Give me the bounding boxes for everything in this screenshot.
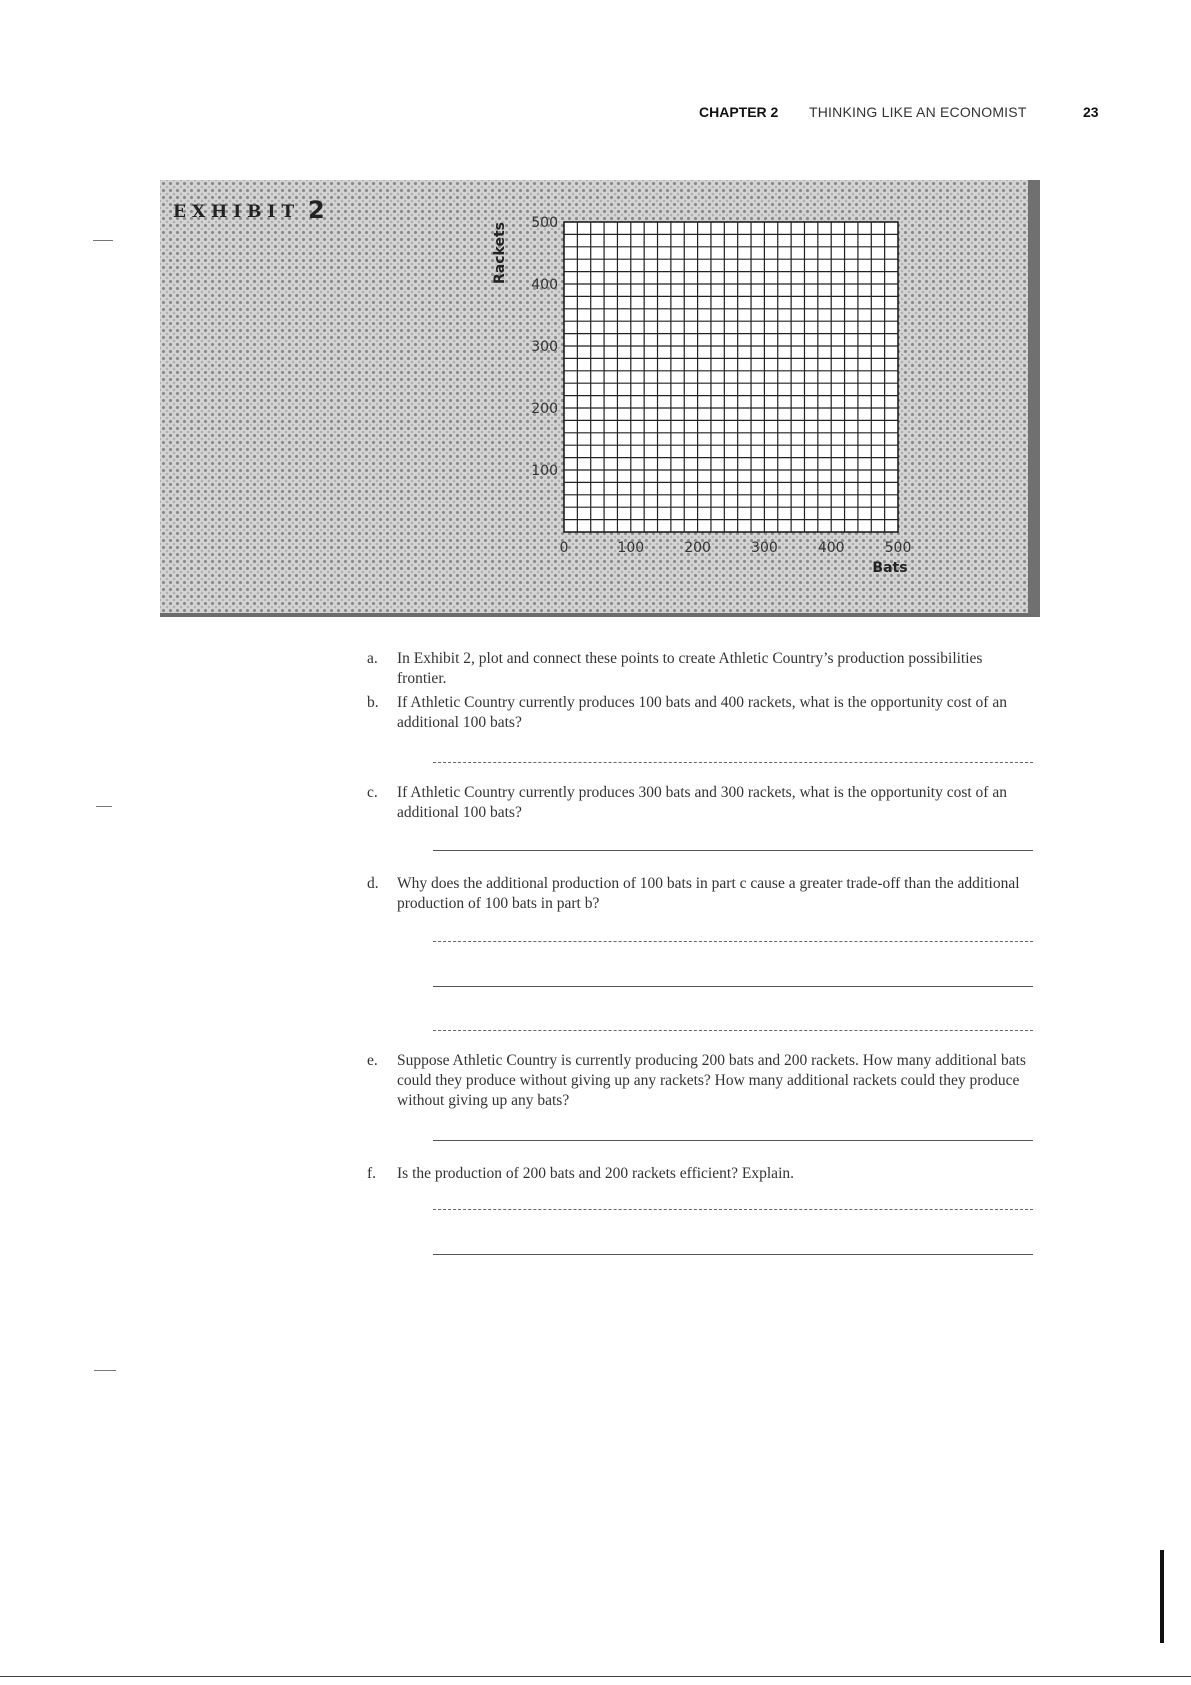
y-tick-label: 300 (531, 339, 558, 355)
y-tick-label: 200 (531, 401, 558, 417)
question-text: If Athletic Country currently produces 300 bats and 300 rackets, what is the opportunity cost of an additional 100 bats? (397, 784, 1007, 821)
question-letter: e. (367, 1052, 378, 1069)
question-f (367, 1164, 1027, 1184)
question-text: Is the production of 200 bats and 200 rackets efficient? Explain. (397, 1165, 794, 1182)
question-text: If Athletic Country currently produces 100 bats and 400 rackets, what is the opportunity cost of an additional 100 bats? (397, 694, 1007, 731)
y-tick-label: 400 (531, 277, 558, 293)
x-tick-label: 500 (884, 540, 912, 556)
chapter-label: CHAPTER 2 (699, 104, 779, 120)
page-header (0, 104, 1191, 128)
question-a (367, 649, 1027, 689)
question-letter: a. (367, 650, 378, 667)
question-letter: f. (367, 1165, 377, 1182)
answer-line[interactable] (433, 850, 1033, 851)
question-c (367, 783, 1027, 823)
page-number: 23 (1083, 104, 1099, 120)
x-axis-label: Bats (872, 560, 908, 576)
question-e (367, 1051, 1027, 1111)
answer-line[interactable] (433, 1140, 1033, 1141)
x-tick-label: 100 (617, 540, 645, 556)
x-tick-label: 0 (559, 540, 569, 556)
question-text: In Exhibit 2, plot and connect these points to create Athletic Country’s production possibilities frontier. (397, 650, 983, 687)
x-tick-label: 300 (751, 540, 778, 556)
scan-bar (1160, 1550, 1164, 1643)
exhibit-number: 2 (308, 196, 325, 224)
y-tick-label: 100 (531, 463, 558, 479)
question-letter: b. (367, 694, 379, 711)
answer-line[interactable] (433, 1254, 1033, 1255)
exhibit-label: EXHIBIT (173, 202, 301, 222)
chapter-title: THINKING LIKE AN ECONOMIST (809, 104, 1027, 120)
exhibit-panel (160, 180, 1040, 617)
question-d (367, 874, 1027, 914)
question-text: Suppose Athletic Country is currently producing 200 bats and 200 rackets. How many additional bats could they produce without giving up any rackets? How many additional rackets could they produce without giving up any bats? (397, 1052, 1026, 1109)
y-tick-label: 500 (531, 215, 558, 231)
question-letter: d. (367, 875, 379, 892)
y-axis-label: Rackets (492, 222, 508, 284)
scan-mark (93, 240, 113, 241)
answer-line[interactable] (433, 762, 1033, 763)
question-b (367, 693, 1027, 733)
answer-line[interactable] (433, 941, 1033, 942)
question-letter: c. (367, 784, 378, 801)
x-tick-label: 400 (817, 540, 845, 556)
answer-line[interactable] (433, 1209, 1033, 1210)
answer-line[interactable] (433, 986, 1033, 987)
question-text: Why does the additional production of 100 bats in part c cause a greater trade-off than the additional production of 100 bats in part b? (397, 875, 1020, 912)
scan-mark (94, 1370, 116, 1371)
scan-mark (96, 806, 112, 807)
x-tick-label: 200 (684, 540, 711, 556)
page-bottom-rule (0, 1676, 1191, 1677)
answer-line[interactable] (433, 1030, 1033, 1031)
